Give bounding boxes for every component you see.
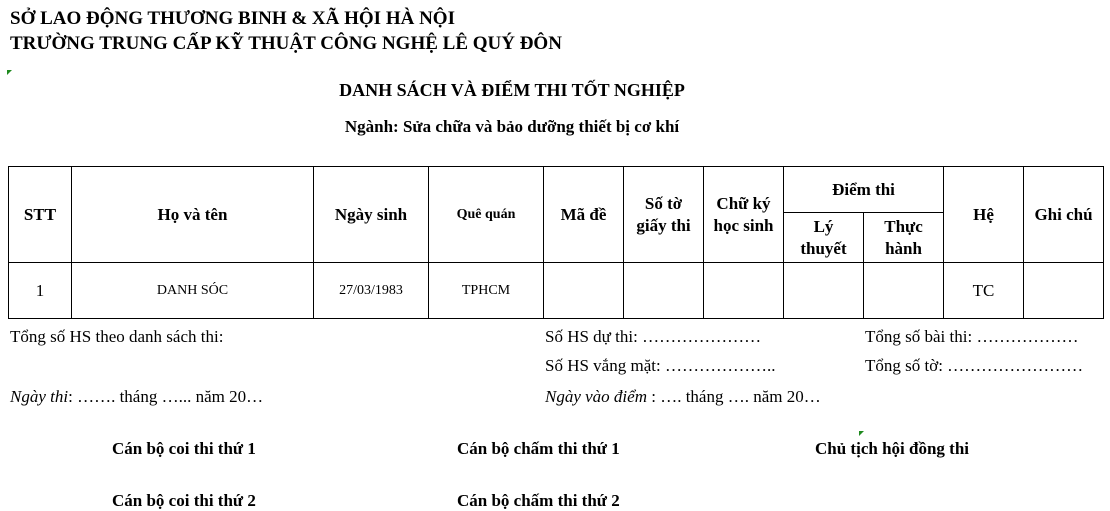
header-signature [704,167,784,263]
cell-marker-icon [859,431,864,436]
total-students-label: Tổng số HS theo danh sách thi: [10,327,224,346]
cell-signature [704,263,784,319]
cell-name: DANH SÓC [72,263,314,319]
header-signature-line2: học sinh [713,215,774,235]
cell-system: TC [944,263,1024,319]
total-papers: Tổng số bài thi: ……………… [865,327,1079,346]
cell-dob: 27/03/1983 [314,263,429,319]
header-sheets-line2: giấy thi [636,215,691,235]
header-note: Ghi chú [1024,167,1104,263]
cell-marker-icon [7,70,12,75]
cell-hometown: TPHCM [429,263,544,319]
proctor-1-signature: Cán bộ coi thi thứ 1 [112,439,256,458]
header-hometown: Quê quán [429,167,544,263]
grader-1-signature: Cán bộ chấm thi thứ 1 [457,439,620,458]
entry-date-label: Ngày vào điểm [545,387,647,406]
header-dob: Ngày sinh [314,167,429,263]
exam-date-label: Ngày thi [10,387,69,406]
org-line-1: SỞ LAO ĐỘNG THƯƠNG BINH & XÃ HỘI HÀ NỘI [10,8,455,29]
header-score: Điểm thi [784,167,944,213]
header-theory-line2: thuyết [800,238,847,258]
cell-exam-code [544,263,624,319]
cell-sheets [624,263,704,319]
header-signature-line1: Chữ ký [716,193,771,213]
header-practice-line2: hành [885,238,922,258]
header-name: Họ và tên [72,167,314,263]
cell-practice [864,263,944,319]
cell-stt: 1 [9,263,72,319]
table-row [9,263,1104,319]
header-practice-line1: Thực [884,216,923,236]
org-line-2: TRƯỜNG TRUNG CẤP KỸ THUẬT CÔNG NGHỆ LÊ QUÝ ĐÔN [10,33,562,54]
entry-date-value: : …. tháng …. năm 20… [646,387,821,406]
exam-date [10,387,263,407]
header-theory-line1: Lý [813,216,834,236]
header-exam-code: Mã đề [544,167,624,263]
document-title: DANH SÁCH VÀ ĐIỂM THI TỐT NGHIỆP [339,80,685,100]
header-theory [784,213,864,263]
header-sheets [624,167,704,263]
header-practice [864,213,944,263]
chair-signature: Chủ tịch hội đồng thi [815,439,969,458]
score-table [8,166,1104,319]
entry-date [545,387,821,407]
cell-note [1024,263,1104,319]
header-system: Hệ [944,167,1024,263]
major-title: Ngành: Sửa chữa và bảo dưỡng thiết bị cơ khí [344,117,680,136]
absent-count: Số HS vắng mặt: ……………….. [545,356,776,375]
header-sheets-line1: Số tờ [644,193,683,213]
grader-2-signature: Cán bộ chấm thi thứ 2 [457,491,620,510]
exam-date-value: : ……. tháng …... năm 20… [68,387,264,406]
proctor-2-signature: Cán bộ coi thi thứ 2 [112,491,256,510]
total-sheets: Tổng số tờ: …………………… [865,356,1084,375]
cell-theory [784,263,864,319]
header-stt: STT [9,167,72,263]
present-count: Số HS dự thi: ………………… [545,327,762,346]
